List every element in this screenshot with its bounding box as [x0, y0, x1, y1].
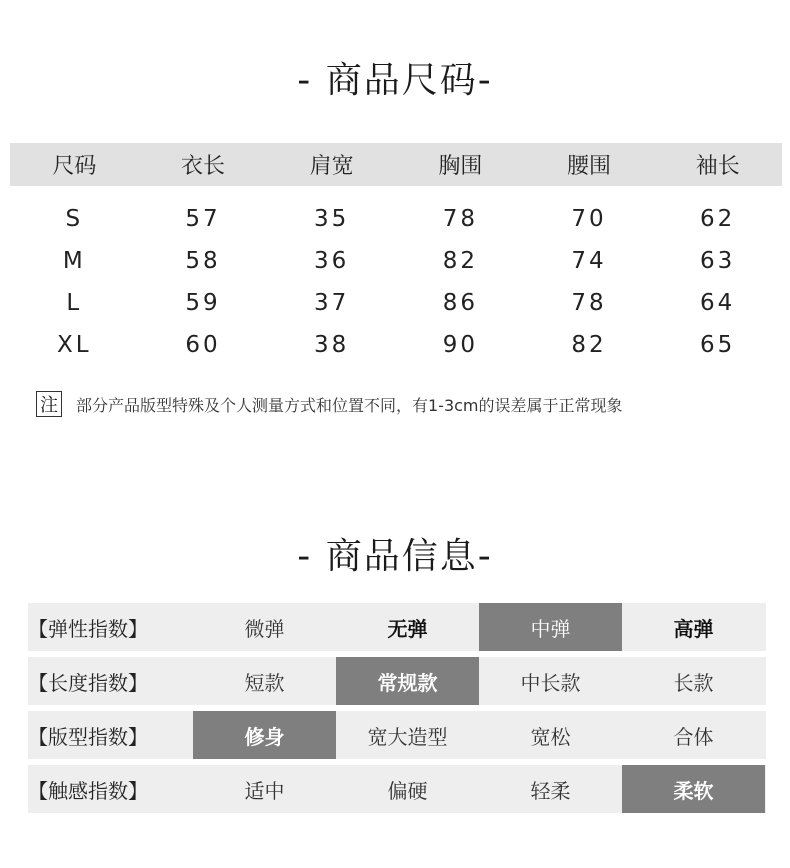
- info-option-selected: 常规款: [336, 657, 479, 705]
- table-cell: 58: [185, 248, 221, 274]
- info-option: 短款: [244, 670, 285, 695]
- info-option: 宽松: [530, 724, 571, 749]
- info-row-elasticity: [28, 603, 766, 651]
- info-option: 偏硬: [387, 778, 428, 803]
- info-row-label: 【弹性指数】: [28, 616, 148, 641]
- info-option-selected: 中弹: [479, 603, 622, 651]
- info-option: 高弹: [673, 616, 714, 641]
- table-cell: 38: [314, 332, 350, 358]
- info-section-title: - 商品信息-: [297, 536, 493, 577]
- table-row: [10, 282, 782, 324]
- info-option: 中长款: [520, 670, 581, 695]
- table-cell: 70: [571, 206, 607, 232]
- size-table-body: [10, 198, 782, 366]
- table-cell: 62: [700, 206, 736, 232]
- note-mark: 注: [36, 391, 62, 417]
- table-cell: 37: [314, 290, 350, 316]
- table-cell: 60: [185, 332, 221, 358]
- table-cell: S: [65, 206, 84, 232]
- header-cell: 腰围: [567, 154, 612, 179]
- header-cell: 胸围: [438, 154, 483, 179]
- table-cell: 82: [571, 332, 607, 358]
- header-cell: 袖长: [695, 154, 740, 179]
- header-cell: 衣长: [181, 154, 226, 179]
- table-cell: 82: [442, 248, 478, 274]
- info-option: 宽大造型: [367, 724, 448, 749]
- table-cell: 63: [700, 248, 736, 274]
- note-text: 部分产品版型特殊及个人测量方式和位置不同，有1-3cm的误差属于正常现象: [76, 395, 623, 415]
- table-cell: 57: [185, 206, 221, 232]
- table-cell: 36: [314, 248, 350, 274]
- table-cell: 35: [314, 206, 350, 232]
- info-row-touch: [28, 765, 766, 813]
- info-option-selected: 修身: [193, 711, 336, 759]
- header-cell: 尺码: [52, 154, 97, 179]
- table-cell: 65: [700, 332, 736, 358]
- size-section-title: - 商品尺码-: [297, 60, 493, 101]
- info-option: 无弹: [387, 616, 428, 641]
- table-cell: 64: [700, 290, 736, 316]
- info-option-selected: 柔软: [622, 765, 765, 813]
- table-cell: 90: [442, 332, 478, 358]
- table-cell: L: [66, 290, 83, 316]
- info-row-label: 【版型指数】: [28, 724, 148, 749]
- info-row-fit: [28, 711, 766, 759]
- info-option: 轻柔: [530, 778, 571, 803]
- table-cell: 59: [185, 290, 221, 316]
- table-cell: 74: [571, 248, 607, 274]
- table-cell: 78: [442, 206, 478, 232]
- table-cell: 78: [571, 290, 607, 316]
- table-cell: XL: [57, 332, 92, 358]
- info-option: 合体: [673, 724, 714, 749]
- header-cell: 肩宽: [309, 154, 354, 179]
- table-row: [10, 198, 782, 240]
- info-option: 适中: [244, 778, 285, 803]
- info-row-length: [28, 657, 766, 705]
- info-row-label: 【长度指数】: [28, 670, 148, 695]
- measurement-note: [36, 391, 623, 417]
- size-table-header: [10, 143, 782, 186]
- table-cell: M: [62, 248, 86, 274]
- info-row-label: 【触感指数】: [28, 778, 148, 803]
- info-table: [28, 603, 766, 819]
- table-cell: 86: [442, 290, 478, 316]
- info-option: 长款: [673, 670, 714, 695]
- table-row: [10, 324, 782, 366]
- info-option: 微弹: [244, 616, 285, 641]
- table-row: [10, 240, 782, 282]
